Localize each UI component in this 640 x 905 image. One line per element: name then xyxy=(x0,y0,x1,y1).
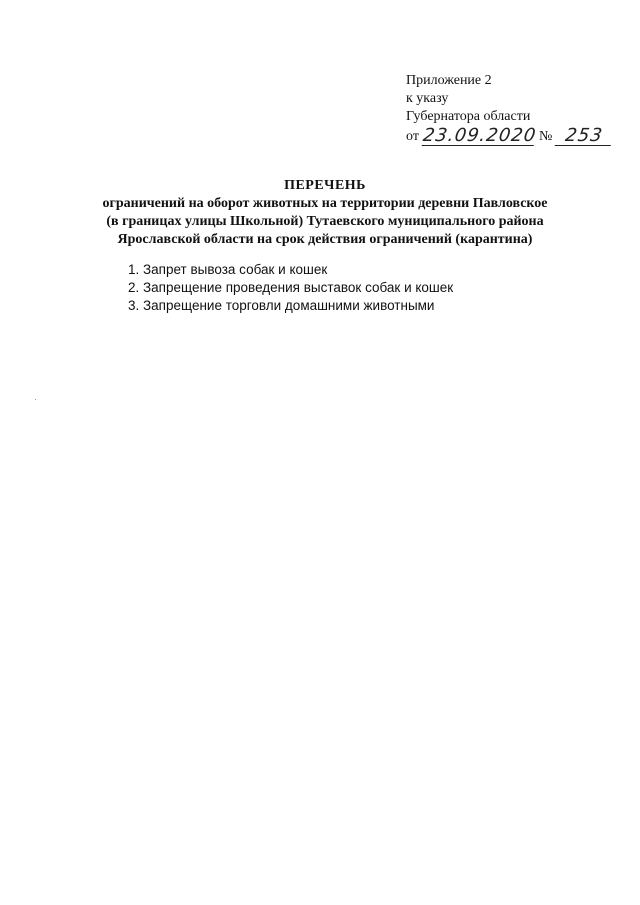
list-item: 1. Запрет вывоза собак и кошек xyxy=(128,262,328,277)
title-heading: ПЕРЕЧЕНЬ xyxy=(284,178,366,193)
appendix-block xyxy=(406,72,626,146)
appendix-governor-ref: Губернатора области xyxy=(406,109,531,124)
list-item: 3. Запрещение торговли домашними животными xyxy=(128,298,435,313)
handwritten-date: 23.09.2020 xyxy=(421,125,538,146)
appendix-label: Приложение 2 xyxy=(406,73,492,88)
scan-speck xyxy=(35,399,36,400)
title-line-1: ограничений на оборот животных на территории деревни Павловское xyxy=(102,196,548,211)
list-item: 2. Запрещение проведения выставок собак и кошек xyxy=(128,280,454,295)
appendix-date-number-line xyxy=(406,126,626,146)
restrictions-list xyxy=(128,261,453,315)
title-line-3: Ярославской области на срок действия ограничений (карантина) xyxy=(117,232,533,247)
number-sign: № xyxy=(538,129,553,144)
title-line-2: (в границах улицы Школьной) Тутаевского муниципального района xyxy=(106,214,544,229)
appendix-decree-ref: к указу xyxy=(406,91,449,106)
document-title xyxy=(60,177,590,249)
from-prefix: от xyxy=(406,129,419,144)
handwritten-number: 253 xyxy=(555,127,614,146)
